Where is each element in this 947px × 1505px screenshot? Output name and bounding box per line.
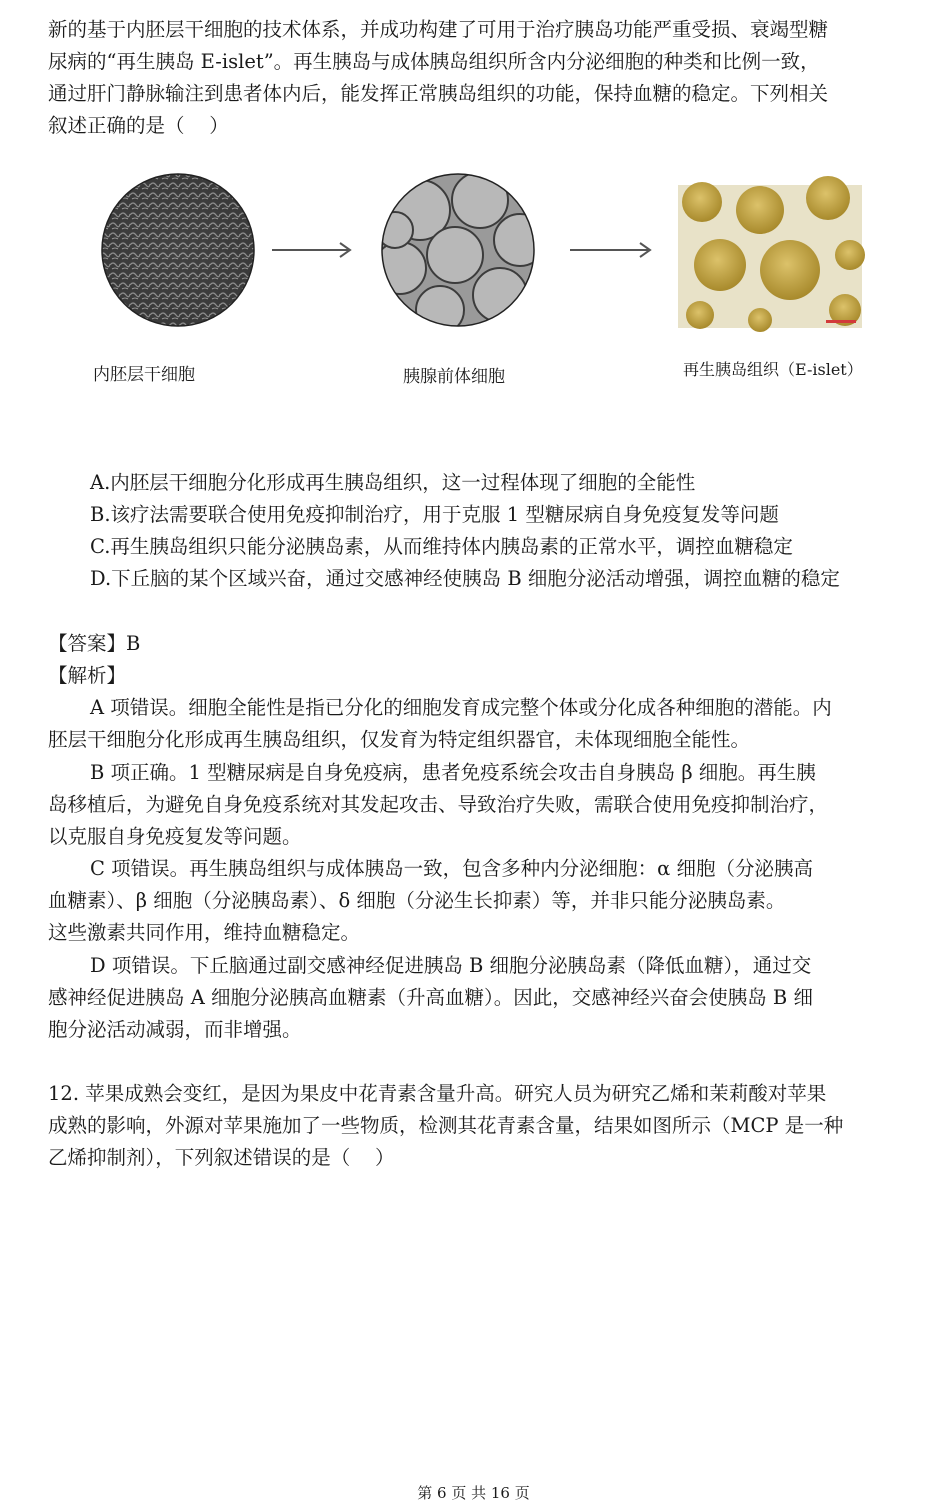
analysis-c-line-3: 这些激素共同作用，维持血糖稳定。 — [48, 921, 361, 944]
analysis-heading: 【解析】 — [48, 664, 127, 687]
caption-precursor-cell: 胰腺前体细胞 — [403, 367, 505, 387]
question-12-line-3: 乙烯抑制剂），下列叙述错误的是（ ） — [48, 1146, 395, 1169]
analysis-b-line-2: 岛移植后，为避免自身免疫系统对其发起攻击、导致治疗失败，需联合使用免疫抑制治疗， — [48, 793, 829, 816]
precursor-cell-micrograph — [374, 172, 546, 334]
analysis-d-line-1: D 项错误。下丘脑通过副交感神经促进胰岛 B 细胞分泌胰岛素（降低血糖），通过交 — [90, 954, 812, 977]
option-c: C.再生胰岛组织只能分泌胰岛素，从而维持体内胰岛素的正常水平，调控血糖稳定 — [90, 535, 793, 558]
arrow-right-icon — [272, 243, 350, 257]
analysis-c-line-1: C 项错误。再生胰岛组织与成体胰岛一致，包含多种内分泌细胞：α 细胞（分泌胰高 — [90, 857, 813, 880]
arrow-right-icon — [570, 243, 650, 257]
question-line-2: 尿病的“再生胰岛 E-islet”。再生胰岛与成体胰岛组织所含内分泌细胞的种类和比例一致， — [48, 50, 820, 73]
analysis-a-line-2: 胚层干细胞分化形成再生胰岛组织，仅发育为特定组织器官，未体现细胞全能性。 — [48, 728, 751, 751]
stem-cell-micrograph — [102, 174, 254, 326]
question-line-4: 叙述正确的是（ ） — [48, 114, 229, 137]
page-footer: 第 6 页 共 16 页 — [417, 1484, 530, 1502]
analysis-b-line-3: 以克服自身免疫复发等问题。 — [48, 825, 302, 848]
caption-stem-cell: 内胚层干细胞 — [93, 365, 195, 385]
analysis-b-line-1: B 项正确。1 型糖尿病是自身免疫病，患者免疫系统会攻击自身胰岛 β 细胞。再生胰 — [90, 761, 816, 784]
question-line-1: 新的基于内胚层干细胞的技术体系，并成功构建了可用于治疗胰岛功能严重受损、衰竭型糖 — [48, 18, 829, 41]
option-b: B.该疗法需要联合使用免疫抑制治疗，用于克服 1 型糖尿病自身免疫复发等问题 — [90, 503, 779, 526]
question-12-line-2: 成熟的影响，外源对苹果施加了一些物质，检测其花青素含量，结果如图所示（MCP 是一种 — [48, 1114, 844, 1137]
answer: 【答案】B — [48, 632, 141, 655]
option-a: A.内胚层干细胞分化形成再生胰岛组织，这一过程体现了细胞的全能性 — [90, 471, 696, 494]
question-line-3: 通过肝门静脉输注到患者体内后，能发挥正常胰岛组织的功能，保持血糖的稳定。下列相关 — [48, 82, 829, 105]
option-d: D.下丘脑的某个区域兴奋，通过交感神经使胰岛 B 细胞分泌活动增强，调控血糖的稳定 — [90, 567, 840, 590]
question-12-line-1: 12. 苹果成熟会变红，是因为果皮中花青素含量升高。研究人员为研究乙烯和茉莉酸对苹果 — [48, 1082, 827, 1105]
process-figure — [0, 170, 947, 340]
caption-islet: 再生胰岛组织（E-islet） — [683, 360, 863, 379]
islet-micrograph — [678, 176, 865, 332]
analysis-d-line-3: 胞分泌活动减弱，而非增强。 — [48, 1018, 302, 1041]
scale-bar — [826, 320, 856, 323]
analysis-a-line-1: A 项错误。细胞全能性是指已分化的细胞发育成完整个体或分化成各种细胞的潜能。内 — [90, 696, 832, 719]
analysis-d-line-2: 感神经促进胰岛 A 细胞分泌胰高血糖素（升高血糖）。因此，交感神经兴奋会使胰岛 B 细 — [48, 986, 813, 1009]
analysis-c-line-2: 血糖素）、β 细胞（分泌胰岛素）、δ 细胞（分泌生长抑素）等，并非只能分泌胰岛素。 — [48, 889, 786, 912]
